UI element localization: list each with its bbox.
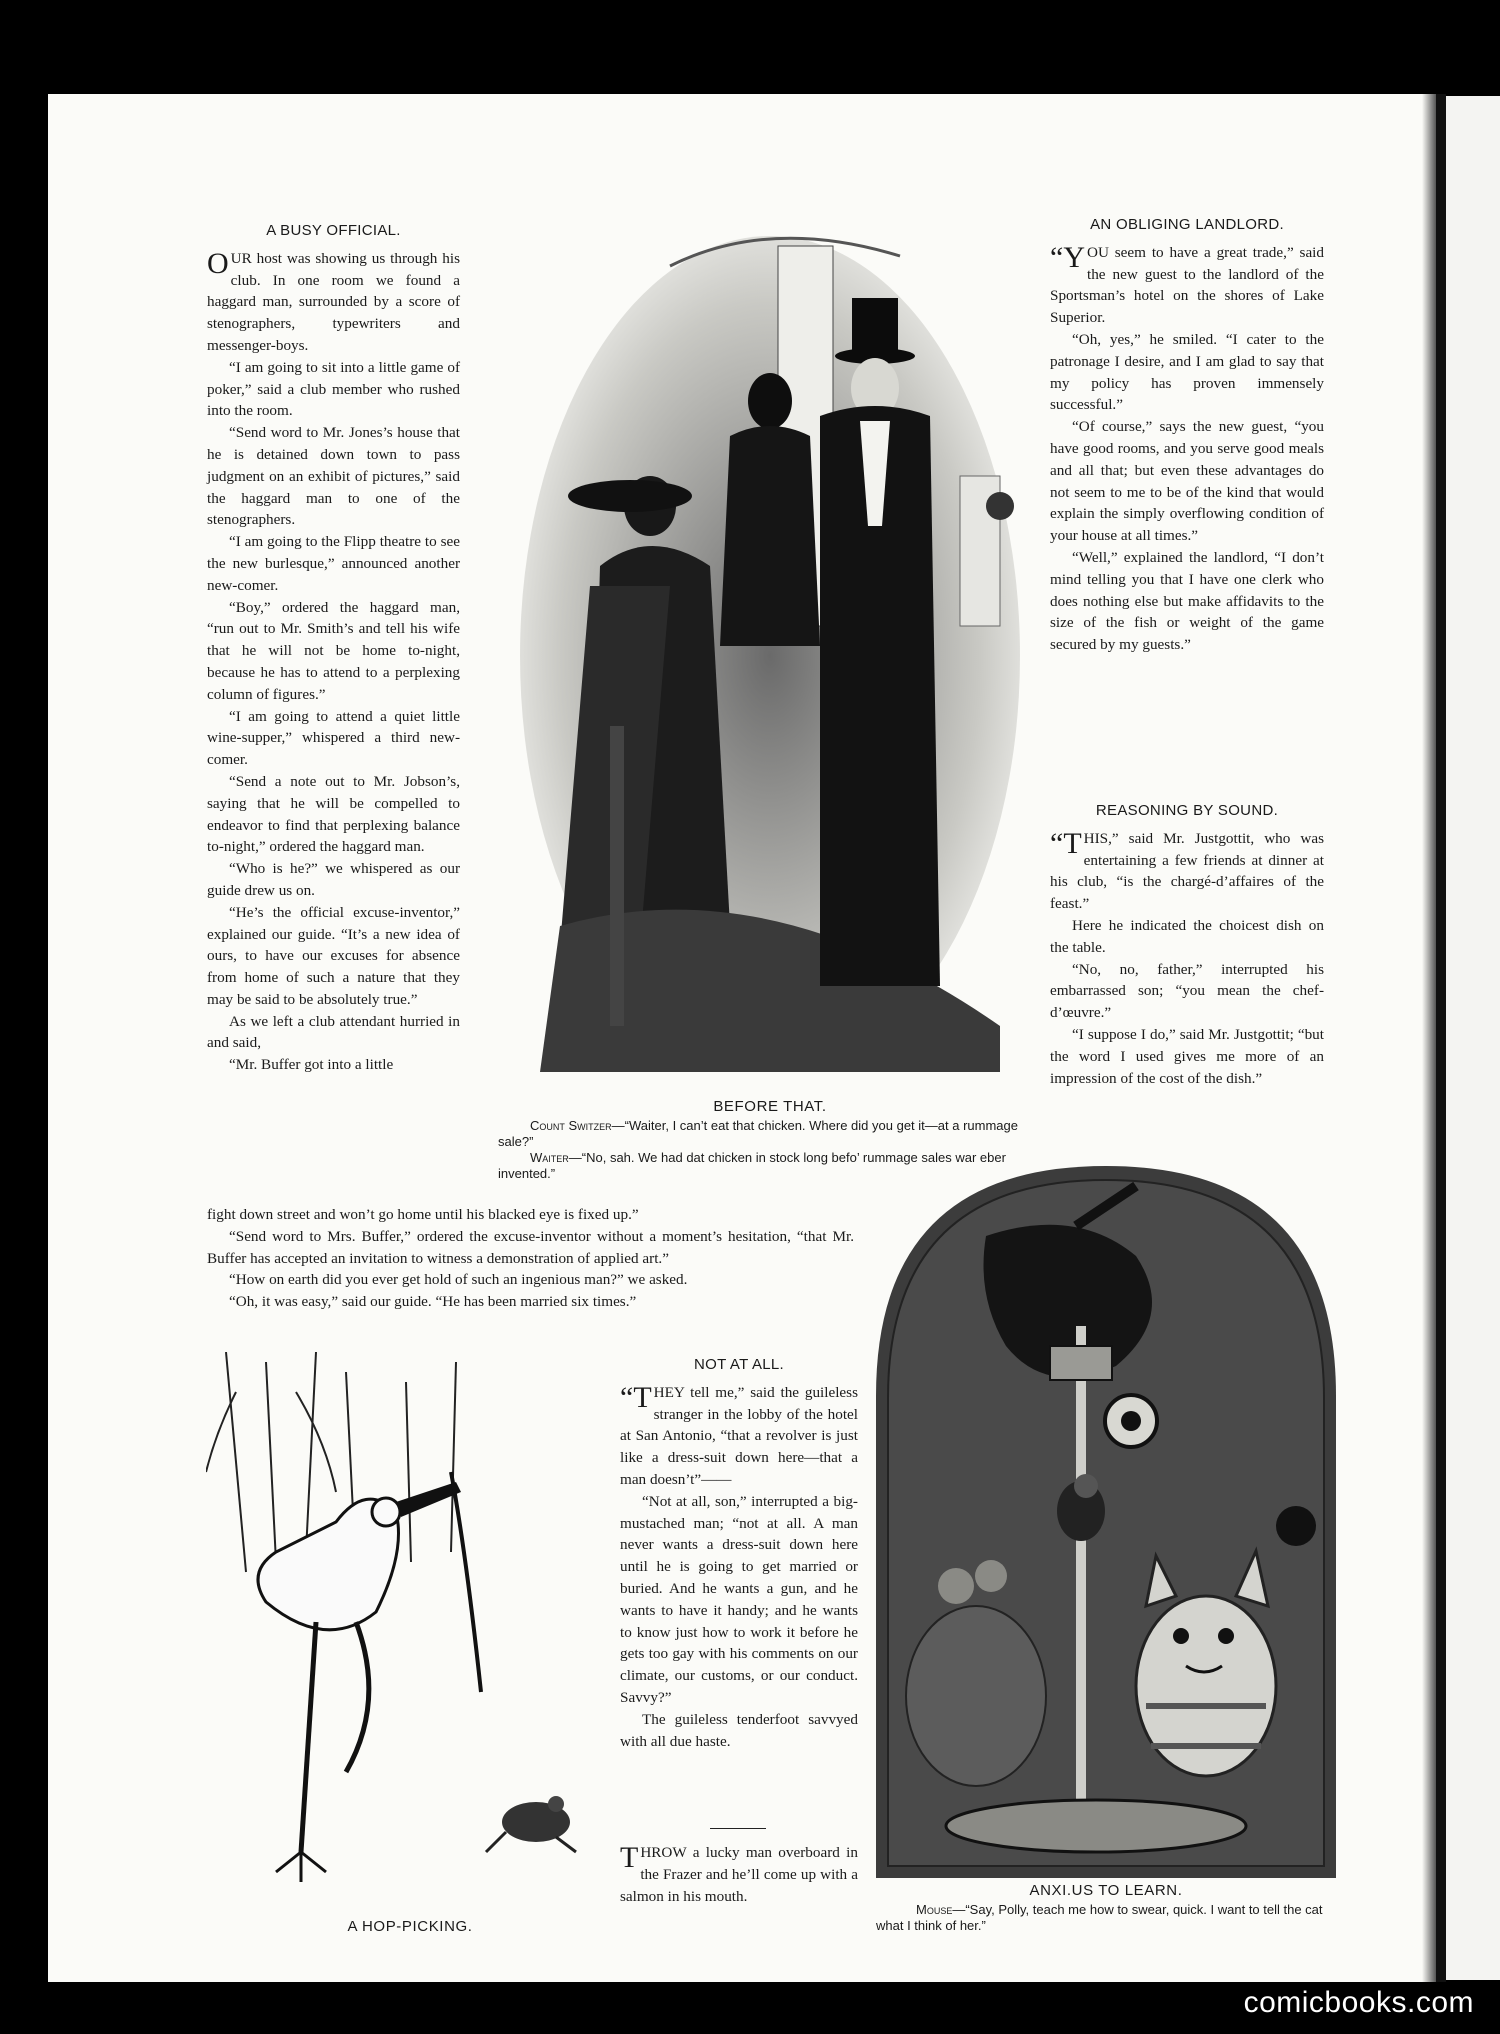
paragraph: “Oh, yes,” he smiled. “I cater to the patronage I desire, and I am glad to say that my policy has proven immensely successful.” [1050,330,1324,414]
illustration-before-that [520,226,1020,1072]
paragraph: “No, no, father,” interrupted his embarrassed son; “you mean the chef-d’œuvre.” [1050,960,1324,1022]
caption-hop-picking: A HOP-PICKING. [347,1918,473,1935]
paragraph: fight down street and won’t go home until his blacked eye is fixed up.” [207,1206,639,1223]
paragraph: THROW a lucky man overboard in the Frazer and he’ll come up with a salmon in his mouth. [620,1841,858,1905]
dialogue-line: —“Say, Polly, teach me how to swear, quick. I want to tell the cat what I think of her.” [876,1902,1323,1933]
article-reasoning-by-sound [1050,800,1324,1089]
section-divider [710,1828,766,1829]
article-not-at-all [620,1354,858,1752]
paragraph: “He’s the official excuse-inventor,” explained our guide. “It’s a new idea of ours, to have our excuses for absence from home of such a nature that they may be said to be absolutely true.” [207,903,460,1008]
paragraph: “THIS,” said Mr. Justgottit, who was entertaining a few friends at dinner at his club, “is the chargé-d’affaires of the feast.” [1050,826,1324,913]
restaurant-scene-image [520,226,1020,1072]
paragraph: Here he indicated the choicest dish on the table. [1050,916,1324,956]
caption-anxious-text [876,1902,1346,1934]
dropcap: “T [620,1380,652,1414]
speaker-mouse: Mouse [916,1902,953,1917]
paragraph: OUR host was showing us through his club. In one room we found a haggard man, surrounded by a score of stenographers, typewriters and messenger-boys. [207,246,460,354]
heading-obliging-landlord: AN OBLIGING LANDLORD. [1090,216,1284,233]
article-throw [620,1842,858,1907]
paragraph: The guileless tenderfoot savvyed with all due haste. [620,1710,858,1750]
paragraph: “I suppose I do,” said Mr. Justgottit; “but the word I used gives me more of an impression of the cost of the dish.” [1050,1025,1324,1087]
heading-busy-official: A BUSY OFFICIAL. [266,222,401,239]
paragraph: “Not at all, son,” interrupted a big-mustached man; “not at all. A man never wants a dress-suit down here until he is going to get married or buried. And he wants a gun, and he wants to have it handy; and he wants to know just how to work it before he gets too gay with his comments on our climate, our customs, or our conduct. Savvy?” [620,1492,858,1706]
paragraph: “How on earth did you ever get hold of such an ingenious man?” we asked. [229,1271,688,1289]
paragraph: “Oh, it was easy,” said our guide. “He has been married six times.” [229,1293,637,1311]
paragraph: “Of course,” says the new guest, “you have good rooms, and you serve good meals and all that; but even these advantages do not seem to me to be of the kind that would explain the simply overflowing condition of your house at all times.” [1050,418,1324,545]
paragraph: “Well,” explained the landlord, “I don’t mind telling you that I have one clerk who does nothing else but make affidavits to the size of the fish or weight of the game secured by my guests.” [1050,548,1324,654]
dropcap: “T [1050,826,1082,860]
heading-reasoning-by-sound: REASONING BY SOUND. [1095,802,1279,819]
paragraph: “Mr. Buffer got into a little [229,1056,394,1074]
dropcap: O [207,246,229,280]
dialogue-line: —“No, sah. We had dat chicken in stock long befo’ rummage sales war eber invented.” [498,1150,1006,1181]
caption-anxious-title: ANXI.US TO LEARN. [1029,1882,1183,1899]
binding-shadow [1422,94,1436,1982]
watermark: comicbooks.com [1243,1986,1474,2019]
paragraph: “Who is he?” we whispered as our guide drew us on. [207,860,460,899]
dropcap: T [620,1841,639,1874]
paragraph: “Send word to Mrs. Buffer,” ordered the excuse-inventor without a moment’s hesitation, “that Mr. Buffer has accepted an invitation to witness a demonstration of applied art.” [207,1227,854,1267]
paragraph: “Boy,” ordered the haggard man, “run out to Mr. Smith’s and tell his wife that he will not be home to-night, because he has to attend to a perplexing column of figures.” [207,598,460,703]
page-spine [1436,94,1446,1982]
paragraph: As we left a club attendant hurried in and said, [207,1012,460,1052]
speaker-waiter: Waiter [530,1150,569,1165]
article-obliging-landlord [1050,214,1324,656]
caption-before-that-title: BEFORE THAT. [713,1098,827,1115]
speaker-count-switzer: Count Switzer [530,1118,612,1133]
illustration-anxious-to-learn [876,1166,1336,1878]
paragraph: “THEY tell me,” said the guileless stranger in the lobby of the hotel at San Antonio, “that a revolver is just like a dress-suit down here—that a man doesn’t”—— [620,1380,858,1488]
paragraph: “Send a note out to Mr. Jobson’s, saying that he will be compelled to endeavor to find that perplexing balance to-night,” ordered the haggard man. [207,772,460,856]
heading-not-at-all: NOT AT ALL. [693,1356,784,1373]
illustration-hop-picking [206,1352,614,1908]
dropcap: “Y [1050,240,1085,274]
paragraph: “I am going to sit into a little game of poker,” said a club member who rushed into the room. [207,358,460,420]
next-page-edge [1446,96,1500,1980]
paragraph: “YOU seem to have a great trade,” said the new guest to the landlord of the Sportsman’s hotel on the shores of Lake Superior. [1050,240,1324,327]
parrot-mouse-cat-image [876,1166,1336,1878]
paragraph: “I am going to the Flipp theatre to see the new burlesque,” announced another new-comer. [207,533,460,594]
stork-and-frog-image [206,1352,614,1908]
paragraph: “I am going to attend a quiet little wine-supper,” whispered a third new-comer. [207,707,460,769]
paragraph: “Send word to Mr. Jones’s house that he is detained down town to pass judgment on an exhibit of pictures,” said the haggard man to one of the stenographers. [207,424,460,529]
dialogue-line: —“Waiter, I can’t eat that chicken. Where did you get it—at a rummage sale?” [498,1118,1018,1149]
article-busy-official-continued [207,1204,854,1313]
article-busy-official [207,220,460,1076]
